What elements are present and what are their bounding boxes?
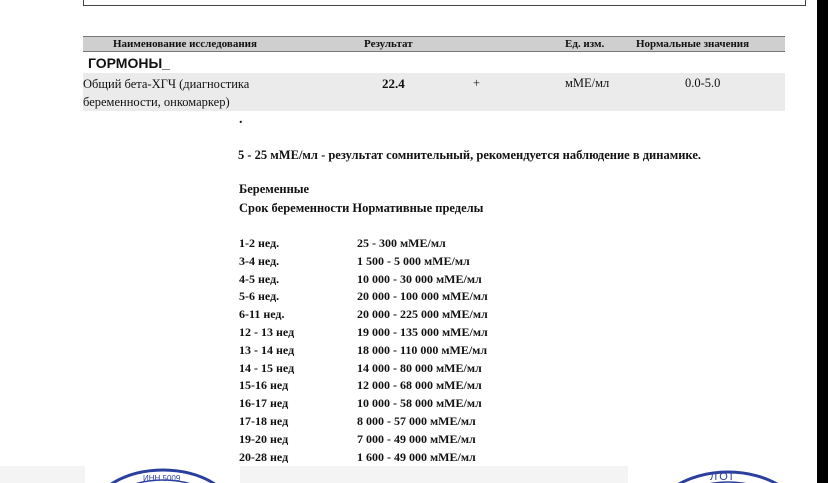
- reference-range: 18 000 - 110 000 мМЕ/мл: [357, 342, 488, 357]
- stamp-right: [628, 466, 817, 483]
- header-name: Наименование исследования: [113, 38, 257, 50]
- reference-range: 12 000 - 68 000 мМЕ/мл: [357, 378, 482, 393]
- header-units: Ед. изм.: [565, 38, 605, 50]
- gestation-term: 20-28 нед: [239, 449, 289, 464]
- gestation-term: 5-6 нед.: [239, 289, 280, 304]
- gestation-term: 3-4 нед.: [239, 253, 280, 268]
- reference-range: 20 000 - 100 000 мМЕ/мл: [357, 289, 488, 304]
- stamp-left: [85, 466, 240, 483]
- gestation-term: 19-20 нед: [239, 431, 289, 446]
- test-result: 22.4: [382, 76, 405, 91]
- test-flag: +: [473, 76, 481, 90]
- right-border: [817, 0, 828, 483]
- reference-range: 10 000 - 30 000 мМЕ/мл: [357, 271, 482, 286]
- test-name-line1: Общий бета-ХГЧ (диагностика: [83, 77, 250, 91]
- dot-mark: .: [239, 112, 243, 127]
- gestation-term: 1-2 нед.: [239, 236, 280, 250]
- gestation-term: 15-16 нед: [239, 378, 289, 393]
- stamp-left-text: ИНН 5009: [143, 474, 181, 483]
- top-frame: [83, 0, 806, 6]
- gestation-term: 6-11 нед.: [239, 307, 285, 322]
- test-norm: 0.0-5.0: [685, 76, 721, 90]
- reference-range: 8 000 - 57 000 мМЕ/мл: [357, 414, 476, 428]
- gestation-term: 12 - 13 нед: [239, 325, 295, 339]
- reference-range: 10 000 - 58 000 мМЕ/мл: [357, 396, 482, 411]
- gestation-term: 16-17 нед: [239, 396, 289, 411]
- reference-range: 14 000 - 80 000 мМЕ/мл: [357, 360, 482, 375]
- gestation-term: 4-5 нед.: [239, 271, 280, 286]
- header-norm: Нормальные значения: [636, 38, 750, 50]
- reference-range: 1 500 - 5 000 мМЕ/мл: [357, 253, 470, 268]
- test-name-line2: беременности, онкомаркер): [83, 95, 230, 109]
- table-header: [83, 36, 785, 52]
- reference-range: 7 000 - 49 000 мМЕ/мл: [357, 431, 476, 446]
- gestation-term: 17-18 нед: [239, 414, 289, 428]
- gestation-term: 13 - 14 нед: [239, 342, 295, 357]
- header-result: Результат: [364, 38, 413, 50]
- reference-range: 19 000 - 135 000 мМЕ/мл: [357, 325, 488, 339]
- test-units: мМЕ/мл: [565, 76, 610, 90]
- gestation-term: 14 - 15 нед: [239, 360, 295, 375]
- pregnancy-subtitle: Срок беременности Нормативные пределы: [239, 201, 484, 215]
- pregnancy-title: Беременные: [239, 182, 310, 196]
- table-row: [83, 73, 785, 111]
- section-title: ГОРМОНЫ_: [88, 55, 170, 71]
- test-name: [83, 75, 249, 111]
- result-note: 5 - 25 мМЕ/мл - результат сомнительный, рекомендуется наблюдение в динамике.: [238, 148, 701, 162]
- reference-range: 1 600 - 49 000 мМЕ/мл: [357, 449, 476, 464]
- reference-range: 20 000 - 225 000 мМЕ/мл: [357, 307, 488, 322]
- stamp-right-text: ЛОГ: [710, 471, 738, 483]
- reference-range: 25 - 300 мМЕ/мл: [357, 236, 446, 250]
